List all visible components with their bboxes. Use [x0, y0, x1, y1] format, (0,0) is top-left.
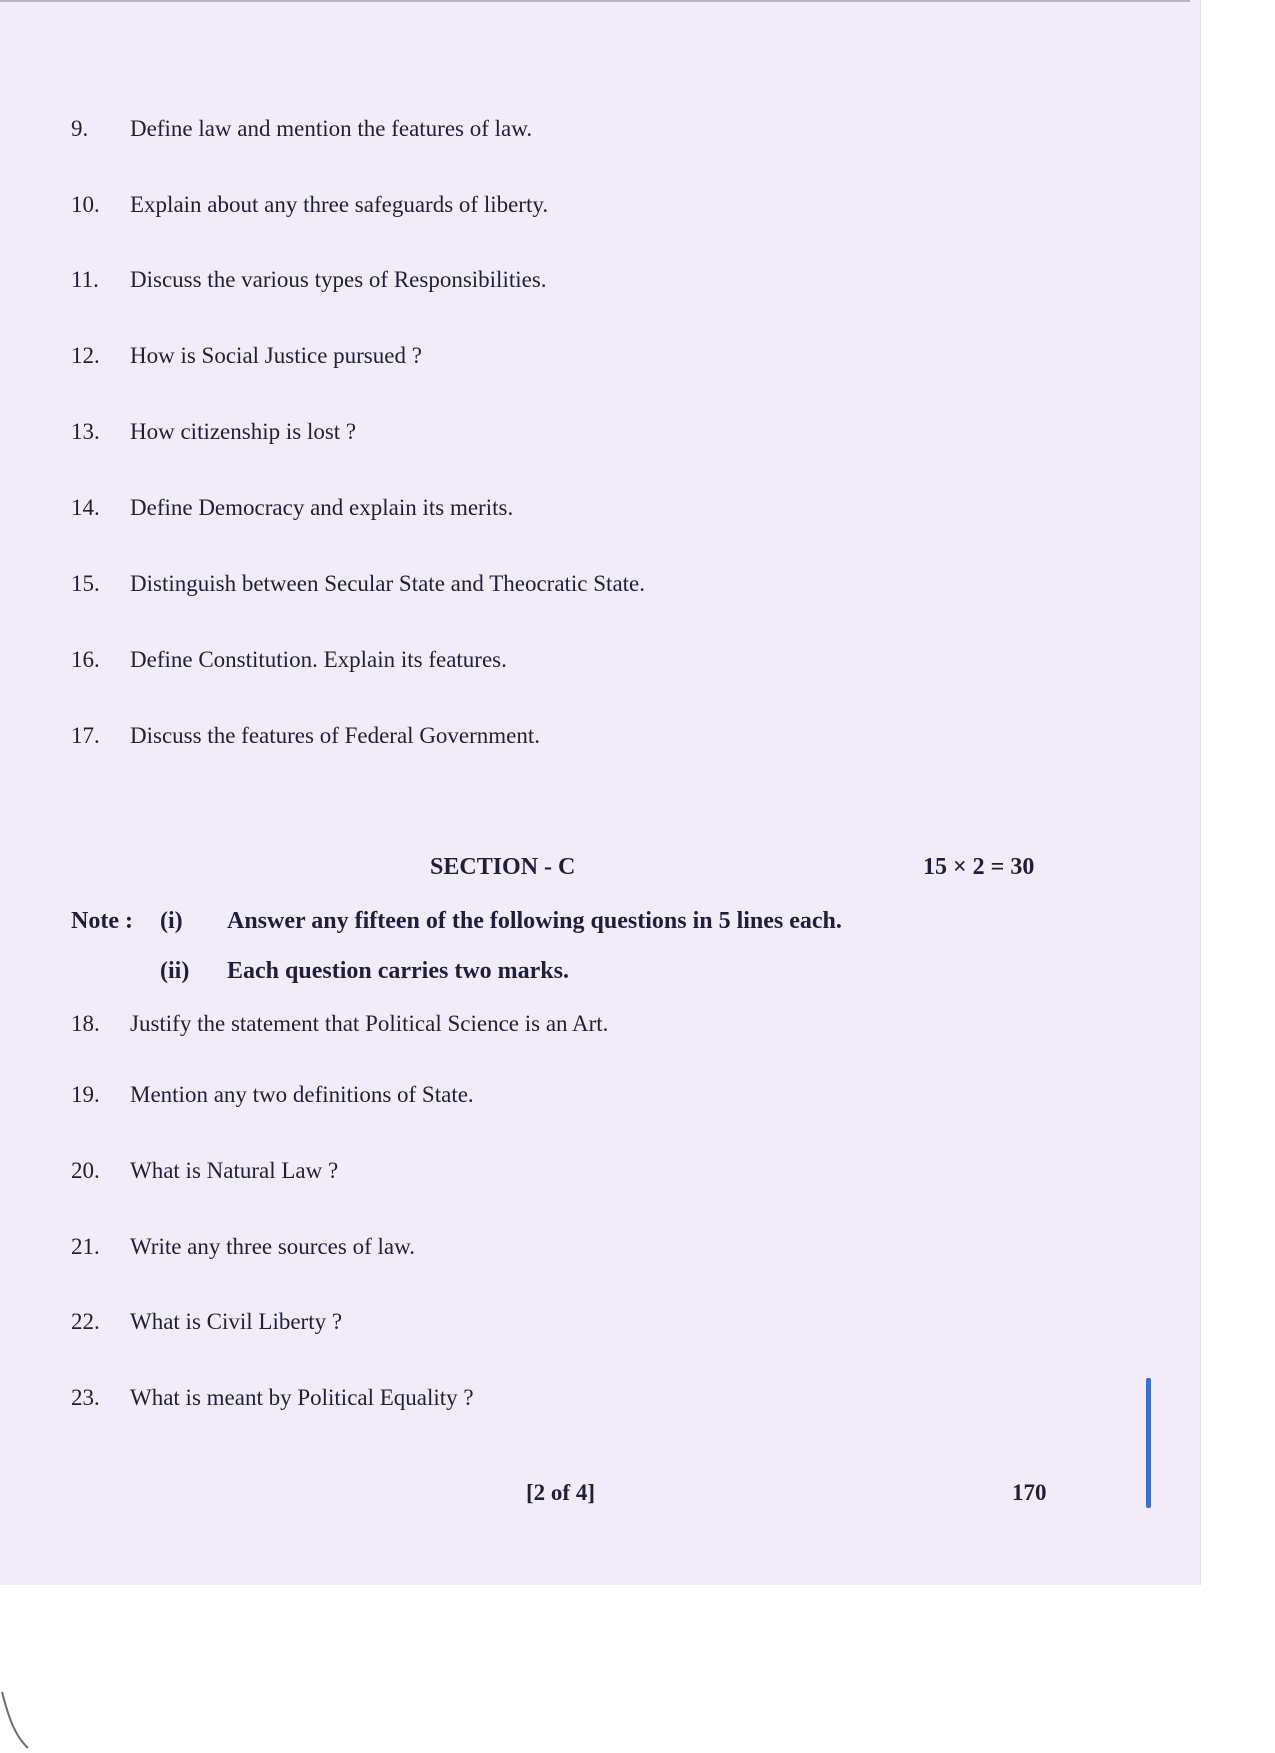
question-text: Justify the statement that Political Science is an Art. [130, 1011, 609, 1036]
question-number: 15. [71, 571, 100, 596]
question-text: Define law and mention the features of law. [130, 116, 533, 141]
section-c-marks: 15 × 2 = 30 [923, 854, 1035, 880]
question-text: How is Social Justice pursued ? [130, 343, 422, 368]
question-text: What is meant by Political Equality ? [130, 1385, 474, 1410]
margin-highlight-mark [1146, 1378, 1151, 1508]
question-number: 16. [71, 647, 100, 672]
note-text: Answer any fifteen of the following questions in 5 lines each. [227, 908, 842, 934]
note-text: Each question carries two marks. [227, 958, 569, 984]
top-edge-line [0, 0, 1190, 2]
paper-code: 170 [1012, 1480, 1047, 1505]
question-number: 11. [71, 267, 99, 292]
question-number: 10. [71, 192, 100, 217]
question-number: 17. [71, 723, 100, 748]
question-text: How citizenship is lost ? [130, 419, 357, 444]
question-number: 9. [71, 116, 89, 141]
question-number: 22. [71, 1309, 100, 1334]
question-number: 21. [71, 1234, 100, 1259]
question-text: Explain about any three safeguards of liberty. [130, 192, 549, 217]
question-text: Discuss the various types of Responsibilities. [130, 267, 547, 292]
question-text: Define Democracy and explain its merits. [130, 495, 514, 520]
question-number: 20. [71, 1158, 100, 1183]
question-text: Write any three sources of law. [130, 1234, 415, 1259]
note-label: Note : [71, 908, 133, 934]
question-text: Discuss the features of Federal Government. [130, 723, 541, 748]
question-number: 12. [71, 343, 100, 368]
section-c-title: SECTION - C [430, 854, 576, 880]
question-text: Distinguish between Secular State and Theocratic State. [130, 571, 646, 596]
question-text: What is Civil Liberty ? [130, 1309, 343, 1334]
question-number: 14. [71, 495, 100, 520]
question-text: Define Constitution. Explain its features. [130, 647, 507, 672]
question-number: 13. [71, 419, 100, 444]
note-marker: (i) [160, 908, 183, 934]
question-number: 23. [71, 1385, 100, 1410]
question-text: Mention any two definitions of State. [130, 1082, 474, 1107]
note-marker: (ii) [160, 958, 190, 984]
page-indicator: [2 of 4] [526, 1480, 595, 1505]
question-number: 19. [71, 1082, 100, 1107]
question-number: 18. [71, 1011, 100, 1036]
page-corner-curl [0, 1690, 30, 1750]
question-text: What is Natural Law ? [130, 1158, 339, 1183]
